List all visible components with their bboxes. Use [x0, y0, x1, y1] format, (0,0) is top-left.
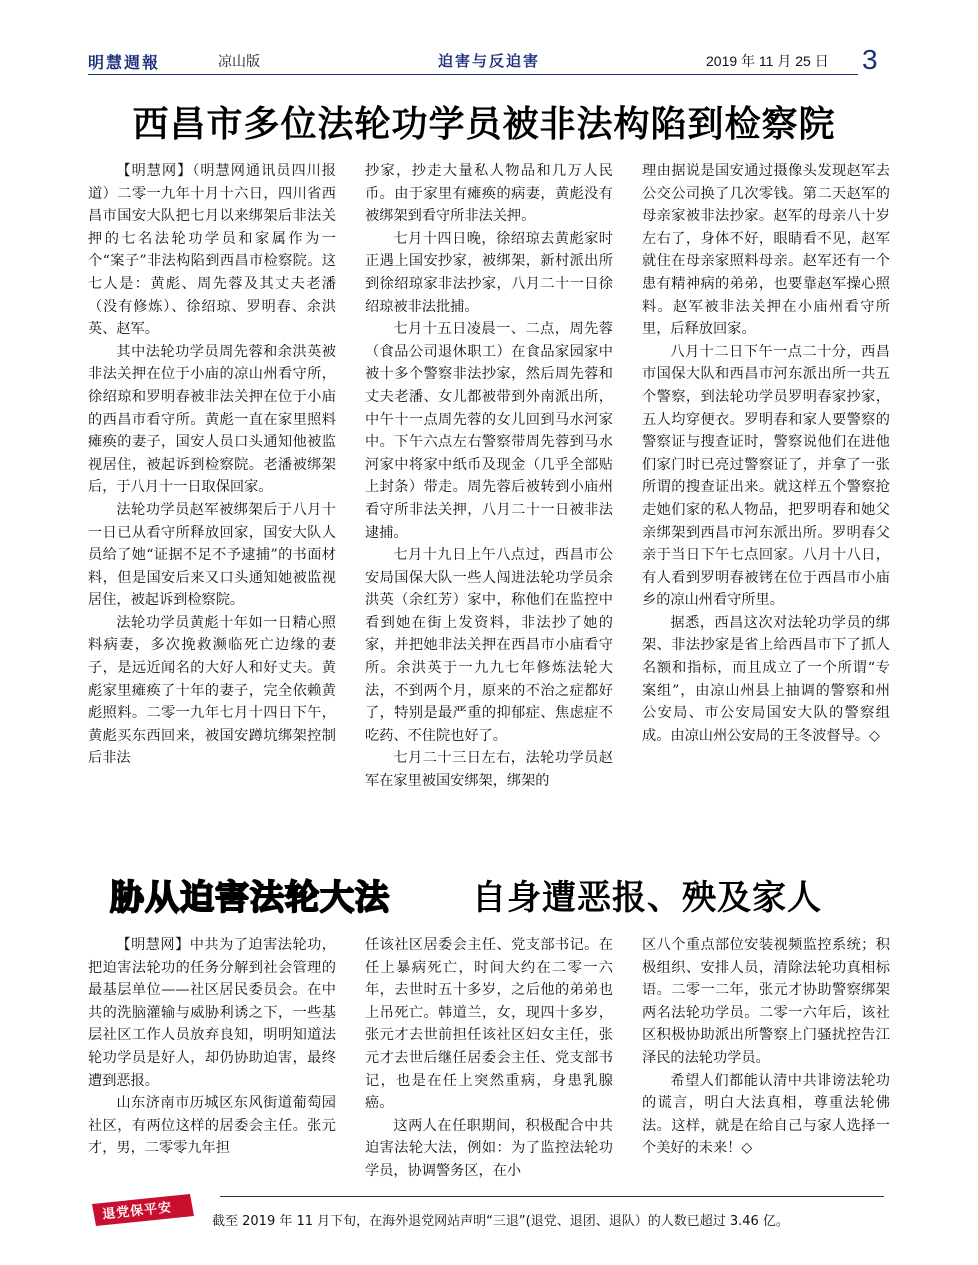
paragraph: 区八个重点部位安装视频监控系统；积极组织、安排人员，清除法轮功真相标语。二零一二年，张元才协助警察绑架两名法轮功学员。二零一六年后，该社区积极协助派出所警察上门骚扰控告江泽民的法轮功学员。	[642, 937, 890, 1066]
paragraph: 山东济南市历城区东风街道葡萄园社区，有两位这样的居委会主任。张元才，男，二零零九年担	[88, 1095, 336, 1157]
edition-label: 凉山版	[218, 54, 260, 70]
paragraph: 【明慧网】（明慧网通讯员四川报道）二零一九年十月十六日，四川省西昌市国安大队把七月以来绑架后非法关押的七名法轮功学员和家属作为一个“案子”非法构陷到西昌市检察院。这七人是：黄彪、周先蓉及其丈夫老潘（没有修炼）、徐绍琼、罗明春、余洪英、赵军。	[88, 163, 336, 338]
footer-note: 截至 2019 年 11 月下旬，在海外退党网站声明“三退”(退党、退团、退队）的人数已超过 3.46 亿。	[212, 1214, 789, 1229]
paragraph: 法轮功学员黄彪十年如一日精心照料病妻，多次挽救濒临死亡边缘的妻子，是远近闻名的大好人和好丈夫。黄彪家里瘫痪了十年的妻子，完全依赖黄彪照料。二零一九年七月十四日下午，黄彪买东西回来，被国安蹲坑绑架控制后非法	[88, 614, 336, 767]
article2-title-right: 自身遭恶报、殃及家人	[472, 878, 822, 918]
paragraph: 其中法轮功学员周先蓉和余洪英被非法关押在位于小庙的凉山州看守所，徐绍琼和罗明春被非法关押在位于小庙的西昌市看守所。黄彪一直在家里照料瘫痪的妻子，国安人员口头通知他被监视居住，被起诉到检察院。老潘被绑架后，于八月十一日取保回家。	[88, 343, 336, 496]
issue-date: 2019 年 11 月 25 日	[706, 53, 829, 69]
paragraph: 七月十九日上午八点过，西昌市公安局国保大队一些人闯进法轮功学员余洪英（余红芳）家中，称他们在监控中看到她在街上发资料，非法抄了她的家，并把她非法关押在西昌市小庙看守所。余洪英于一九九七年修炼法轮大法，不到两个月，原来的不治之症都好了，特别是最严重的抑郁症、焦虑症不吃药、不住院也好了。	[365, 547, 613, 744]
article2-column-2	[365, 934, 613, 1183]
footer-rule	[220, 1196, 884, 1197]
article2-column-3	[642, 934, 890, 1160]
paragraph: 【明慧网】中共为了迫害法轮功，把迫害法轮功的任务分解到社会管理的最基层单位——社区居民委员会。在中共的洗脑灌输与威胁利诱之下，一些基层社区工作人员放弃良知，明明知道法轮功学员是好人，却仍协助迫害，最终遭到恶报。	[88, 937, 336, 1089]
paragraph: 希望人们都能认清中共诽谤法轮功的谎言，明白大法真相，尊重法轮佛法。这样，就是在给自己与家人选择一个美好的未来！◇	[642, 1072, 890, 1157]
article2-column-1	[88, 934, 336, 1160]
paragraph: 这两人在任职期间，积极配合中共迫害法轮大法，例如：为了监控法轮功学员，协调警务区，在小	[365, 1117, 613, 1179]
paragraph: 八月十二日下午一点二十分，西昌市国保大队和西昌市河东派出所一共五个警察，到法轮功学员罗明春家抄家，五人均穿便衣。罗明春和家人要警察的警察证与搜查证时，警察说他们在进他们家门时已亮过警察证了，并拿了一张所谓的搜查证出来。就这样五个警察抢走她们家的私人物品，把罗明春和她父亲绑架到西昌市河东派出所。罗明春父亲于当日下午七点回家。八月十八日，有人看到罗明春被铐在位于西昌市小庙乡的凉山州看守所里。	[642, 343, 890, 609]
masthead	[88, 44, 880, 75]
section-title: 迫害与反迫害	[438, 52, 541, 70]
paragraph: 任该社区居委会主任、党支部书记。在任上暴病死亡，时间大约在二零一六年，去世时五十多岁，之后他的弟弟也上吊死亡。韩道兰，女，现四十多岁，张元才去世前担任该社区妇女主任，张元才去世后继任居委会主任、党支部书记，也是在任上突然重病，身患乳腺癌。	[365, 937, 613, 1112]
article1-column-2	[365, 160, 613, 793]
article1-title: 西昌市多位法轮功学员被非法构陷到检察院	[132, 104, 836, 145]
article2-title-left: 胁从迫害法轮大法	[110, 878, 390, 918]
article1-column-1	[88, 160, 336, 770]
quit-party-badge	[88, 1190, 198, 1228]
paragraph: 七月十四日晚，徐绍琼去黄彪家时正遇上国安抄家，被绑架，新村派出所到徐绍琼家非法抄家，八月二十一日徐绍琼被非法批捕。	[365, 230, 613, 315]
paragraph: 据悉，西昌这次对法轮功学员的绑架、非法抄家是省上给西昌市下了抓人名额和指标，而且成立了一个所谓“专案组”，由凉山州县上抽调的警察和州公安局、市公安局国安大队的警察组成。由凉山州公安局的王冬波督导。◇	[642, 614, 890, 744]
article1-column-3	[642, 160, 890, 747]
paragraph: 法轮功学员赵军被绑架后于八月十一日已从看守所释放回家，国安大队人员给了她“证据不足不予逮捕”的书面材料，但是国安后来又口头通知她被监视居住，被起诉到检察院。	[88, 501, 336, 609]
paragraph: 理由据说是国安通过摄像头发现赵军去公交公司换了几次零钱。第二天赵军的母亲家被非法抄家。赵军的母亲八十岁左右了，身体不好，眼睛看不见，赵军就住在母亲家照料母亲。赵军还有一个患有精神病的弟弟，也要靠赵军操心照料。赵军被非法关押在小庙州看守所里，后释放回家。	[642, 163, 890, 338]
paper-name: 明慧週報	[88, 53, 161, 72]
paragraph: 七月十五日凌晨一、二点，周先蓉（食品公司退休职工）在食品家园家中被十多个警察非法抄家，然后周先蓉和丈夫老潘、女儿都被带到外南派出所，中午十一点周先蓉的女儿回到马水河家中。下午六点左右警察带周先蓉到马水河家中将家中纸币及现金（几乎全部贴上封条）带走。周先蓉后被转到小庙州看守所非法关押，八月二十一日被非法逮捕。	[365, 321, 613, 541]
badge-text: 退党保平安	[101, 1200, 173, 1223]
masthead-rule	[88, 74, 858, 75]
paragraph: 抄家，抄走大量私人物品和几万人民币。由于家里有瘫痪的病妻，黄彪没有被绑架到看守所非法关押。	[365, 163, 613, 225]
paragraph: 七月二十三日左右，法轮功学员赵军在家里被国安绑架，绑架的	[365, 750, 613, 790]
page-number: 3	[862, 44, 878, 75]
article2-headline	[110, 866, 880, 916]
